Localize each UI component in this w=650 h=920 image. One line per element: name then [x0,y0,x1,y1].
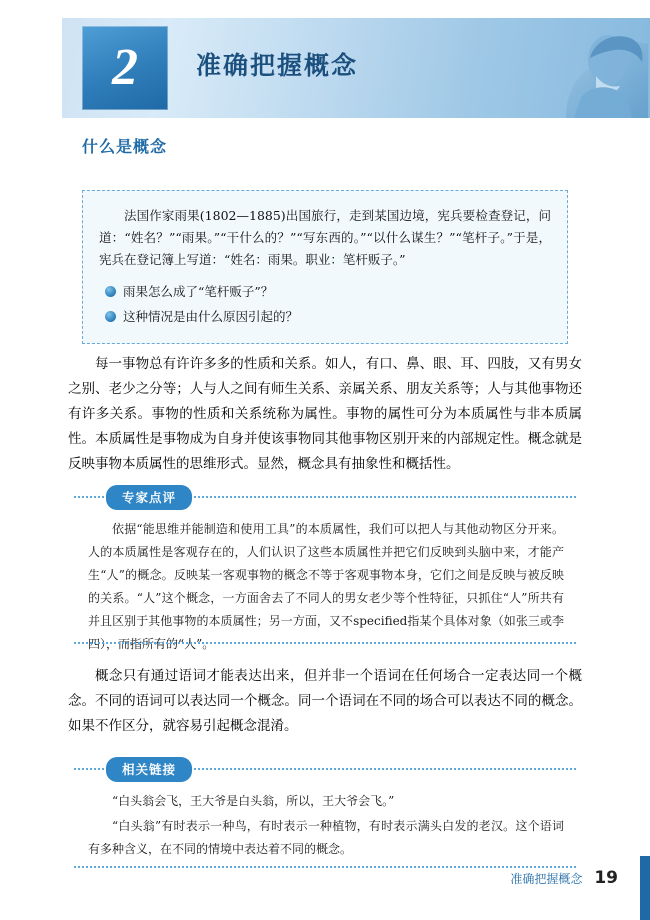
callout-link-paragraph-1: “白头翁会飞，王大爷是白头翁，所以，王大爷会飞。” [112,794,395,808]
list-item [99,306,551,327]
bullet-icon [105,286,116,297]
body-paragraph-1: 每一事物总有许许多多的性质和关系。如人，有口、鼻、眼、耳、四肢，又有男女之别、老少之分等；人与人之间有师生关系、亲属关系、朋友关系等；人与其他事物还有许多关系。事物的性质和关系统称为属性。事物的属性可分为本质属性与非本质属性。本质属性是事物成为自身并使该事物同其他事物区别开来的内部规定性。概念就是反映事物本质属性的思维形式。显然，概念具有抽象性和概括性。 [68,356,582,472]
intro-callout-box [82,190,568,344]
footer-accent-bar [640,856,650,920]
bullet-icon [105,311,116,322]
body-paragraph-2: 概念只有通过语词才能表达出来，但并非一个语词在任何场合一定表达同一个概念。不同的语词可以表达同一个概念。同一个语词在不同的场合可以表达不同的概念。如果不作区分，就容易引起概念混淆。 [68,668,582,734]
callout-expert-label: 专家点评 [106,485,192,510]
callout-link-paragraph-2: “白头翁”有时表示一种鸟，有时表示一种植物，有时表示满头白发的老汉。这个语词有多种含义，在不同的情境中表达着不同的概念。 [88,819,564,856]
section-heading: 什么是概念 [82,137,168,156]
callout-expert-paragraph-1: 依据“能思维并能制造和使用工具”的本质属性，我们可以把人与其他动物区分开来。人的本质属性是客观存在的，人们认识了这些本质属性并把它们反映到头脑中来，才能产生“人”的概念。反映某一客观事物的概念不等于客观事物本身，它们之间是反映与被反映的关系。“人”这个概念，一方面舍去了不同人的男女老少等个性特征，只抓住“人”所共有并且区别于其他事物的本质属性；另一方面，又不specified指某个具体对象（如张三或李四），而指所有的“人”。 [88,522,564,651]
chapter-number-badge [82,26,168,110]
callout-expert-comment [74,490,576,666]
page-footer [510,868,618,888]
intro-question-list [99,281,551,327]
callout-related-link-label: 相关链接 [106,757,192,782]
chapter-header [0,18,650,118]
page-title: 准确把握概念 [196,51,359,80]
thinker-portrait-icon [470,18,650,118]
intro-question-1: 雨果怎么成了“笔杆贩子”？ [123,284,274,299]
intro-text: 法国作家雨果(1802—1885)出国旅行，走到某国边境，宪兵要检查登记，问道：“姓名？”“雨果。”“干什么的？”“写东西的。”“以什么谋生？”“笔杆子。”于是，宪兵在登记簿上写道：“姓名：雨果。职业：笔杆贩子。” [99,208,551,267]
intro-question-2: 这种情况是由什么原因引起的？ [123,309,299,324]
footer-running-title: 准确把握概念 [510,872,583,886]
list-item [99,281,551,302]
callout-related-link-body [74,768,576,871]
callout-bottom-divider [74,866,576,868]
footer-page-number: 19 [594,868,618,888]
callout-bottom-divider [74,642,576,644]
callout-related-link [74,762,576,871]
chapter-number: 2 [112,39,138,96]
callout-expert-body [74,496,576,666]
